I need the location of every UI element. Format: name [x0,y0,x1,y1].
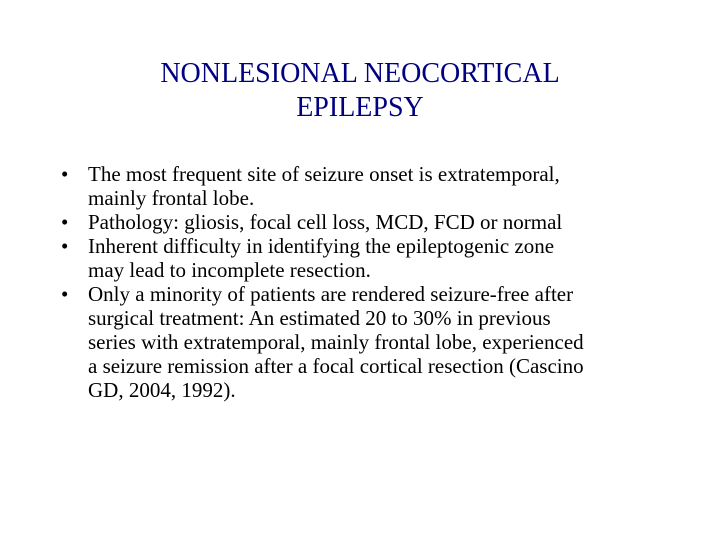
bullet-text-line: mainly frontal lobe. [88,186,255,210]
bullet-icon: • [61,282,69,306]
bullet-text-line: a seizure remission after a focal cortical resection (Cascino [88,354,584,378]
bullet-text-line: The most frequent site of seizure onset is extratemporal, [88,162,560,186]
bullet-item [30,234,690,282]
bullet-item [30,282,690,402]
bullet-item [30,162,690,210]
bullet-icon: • [61,210,69,234]
bullet-text-line: Inherent difficulty in identifying the epileptogenic zone [88,234,555,258]
slide-title-line: NONLESIONAL NEOCORTICAL [160,58,560,89]
bullet-text-line: Only a minority of patients are rendered seizure-free after [88,282,574,306]
bullet-icon: • [61,162,69,186]
slide-title-line: EPILEPSY [296,92,424,123]
bullet-text-line: series with extratemporal, mainly frontal lobe, experienced [88,330,584,354]
bullet-text-line: GD, 2004, 1992). [88,378,236,402]
bullet-text-line: Pathology: gliosis, focal cell loss, MCD, FCD or normal [88,210,563,234]
bullet-text-line: may lead to incomplete resection. [88,258,371,282]
bullet-list [30,162,690,402]
bullet-item [30,210,690,234]
bullet-icon: • [61,234,69,258]
bullet-text-line: surgical treatment: An estimated 20 to 30% in previous [88,306,551,330]
slide-title [60,57,660,125]
